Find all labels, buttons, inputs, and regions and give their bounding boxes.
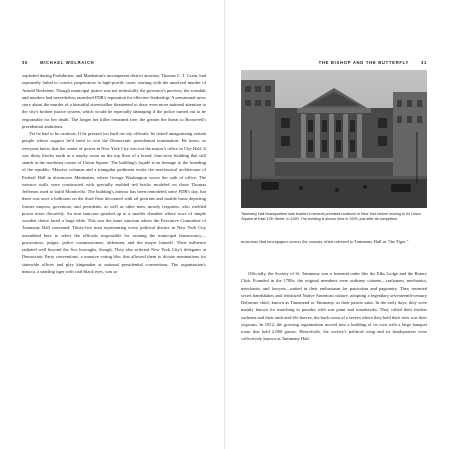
right-page (225, 0, 449, 449)
left-page (0, 0, 224, 449)
right-continuation-text (241, 238, 427, 258)
right-body-text (241, 270, 427, 430)
left-page-number: 30 (22, 60, 29, 65)
tammany-hall-photo (241, 70, 427, 208)
left-paragraph-2: Yet he had to be cautious. If he pressed too hard on city officials, he risked antagonizing certain people whose support he'd need to win the Democratic presidential nomination. He knew, as everyone knew, that the center of power in New York City was not the mayor's office in City Hall. It was thirty blocks north in a smoky room on the top floor of a broad, four-story building that still stands at the northeast corner of Union Square. The building's façade is an homage to the founding of the republic. Massive columns and a triangular pediment evoke the neoclassical architecture of Federal Hall in downtown Manhattan, where George Washington swore the oath of office. The exterior walls were constructed with specially molded red bricks modeled on those Thomas Jefferson used to build Monticello. The building's interior has been remodeled since FDR's day, but there was once a ballroom on the third floor decorated with oil portraits and marble busts depicting former mayors, governors, and presidents, as well as other men, mostly forgotten, who wielded power more discreetly. An iron staircase spiraled up to a smaller chamber where rows of simple wooden chairs faced a large table. This was the inner sanctum where the Executive Committee of Tammany Hall convened. Thirty-five men representing every political district in New York City assembled here to select the officials responsible for running the municipal bureaucracy—prosecutors, judges, police commissioners, aldermen, and the mayor himself. Their influence radiated well beyond the five boroughs, though. They also selected New York City's delegates at Democratic Party conventions, a massive voting bloc that allowed them to dictate nominations for statewide offices and play kingmaker at national presidential conventions. The organization's mascot, a snarling tiger with coal-black eyes, was so (22, 131, 206, 274)
left-paragraph-1: exploded during Prohibition, and Manhattan's incompetent district attorney, Thomas C. T. Crain, had repeatedly failed to convict perpetrators in high-profile cases, starting with the unsolved murder of Arnold Rothstein. Though municipal justice was not technically the governor's purview, the scandals and murders had nevertheless tarnished FDR's reputation for effective leadership. A sensational news story about the murder of a beautiful streetwalker threatened to draw even more national attention to the city's broken justice system, which would be especially damaging if the police turned out to be responsible for her death. The longer her killer remained free, the greater the threat to Roosevelt's presidential ambitions. (22, 73, 206, 129)
left-running-head: MICHAEL WOLRAICH (40, 60, 95, 65)
right-page-number: 31 (420, 60, 427, 65)
photo-caption: Tammany Hall headquarters was located in several premises locations in New York before moving to 44 Union Square at East 17th Street, in 1929. The building is shown here in 1929, just after its completion. (241, 212, 421, 222)
right-paragraph-1: Officially, the Society of St. Tammany was a fraternal order like the Elks Lodge and the Rotary Club. Founded in the 1780s, the original members were ordinary citizens—craftsmen, mechanics, merchants, and lawyers—united in their enthusiasm for patriotism and pageantry. They invented secret handshakes and fetishized Native American culture, adopting a legendary seventeenth-century Delaware chief, known as Tamanend or Tammany, as their patron saint. In the early days, they were mainly known for marching in parades with war paint and tomahawks. They called their leaders sachems and their rank-and-file braves; the back room of a tavern where they held their rites was their wigwam. In 1812, the growing organization moved into a building of its own with a large banquet room that held 2,000 guests. Henceforth, the society's political wing and its headquarters were collectively known as Tammany Hall. (241, 271, 427, 342)
building-photo-illustration (241, 70, 427, 208)
right-running-head: THE BISHOP AND THE BUTTERFLY (318, 60, 409, 65)
left-body-text (22, 72, 206, 427)
right-paragraph-continuation: notorious that newspapers across the country often referred to Tammany Hall as "the Tiger." (241, 239, 409, 244)
